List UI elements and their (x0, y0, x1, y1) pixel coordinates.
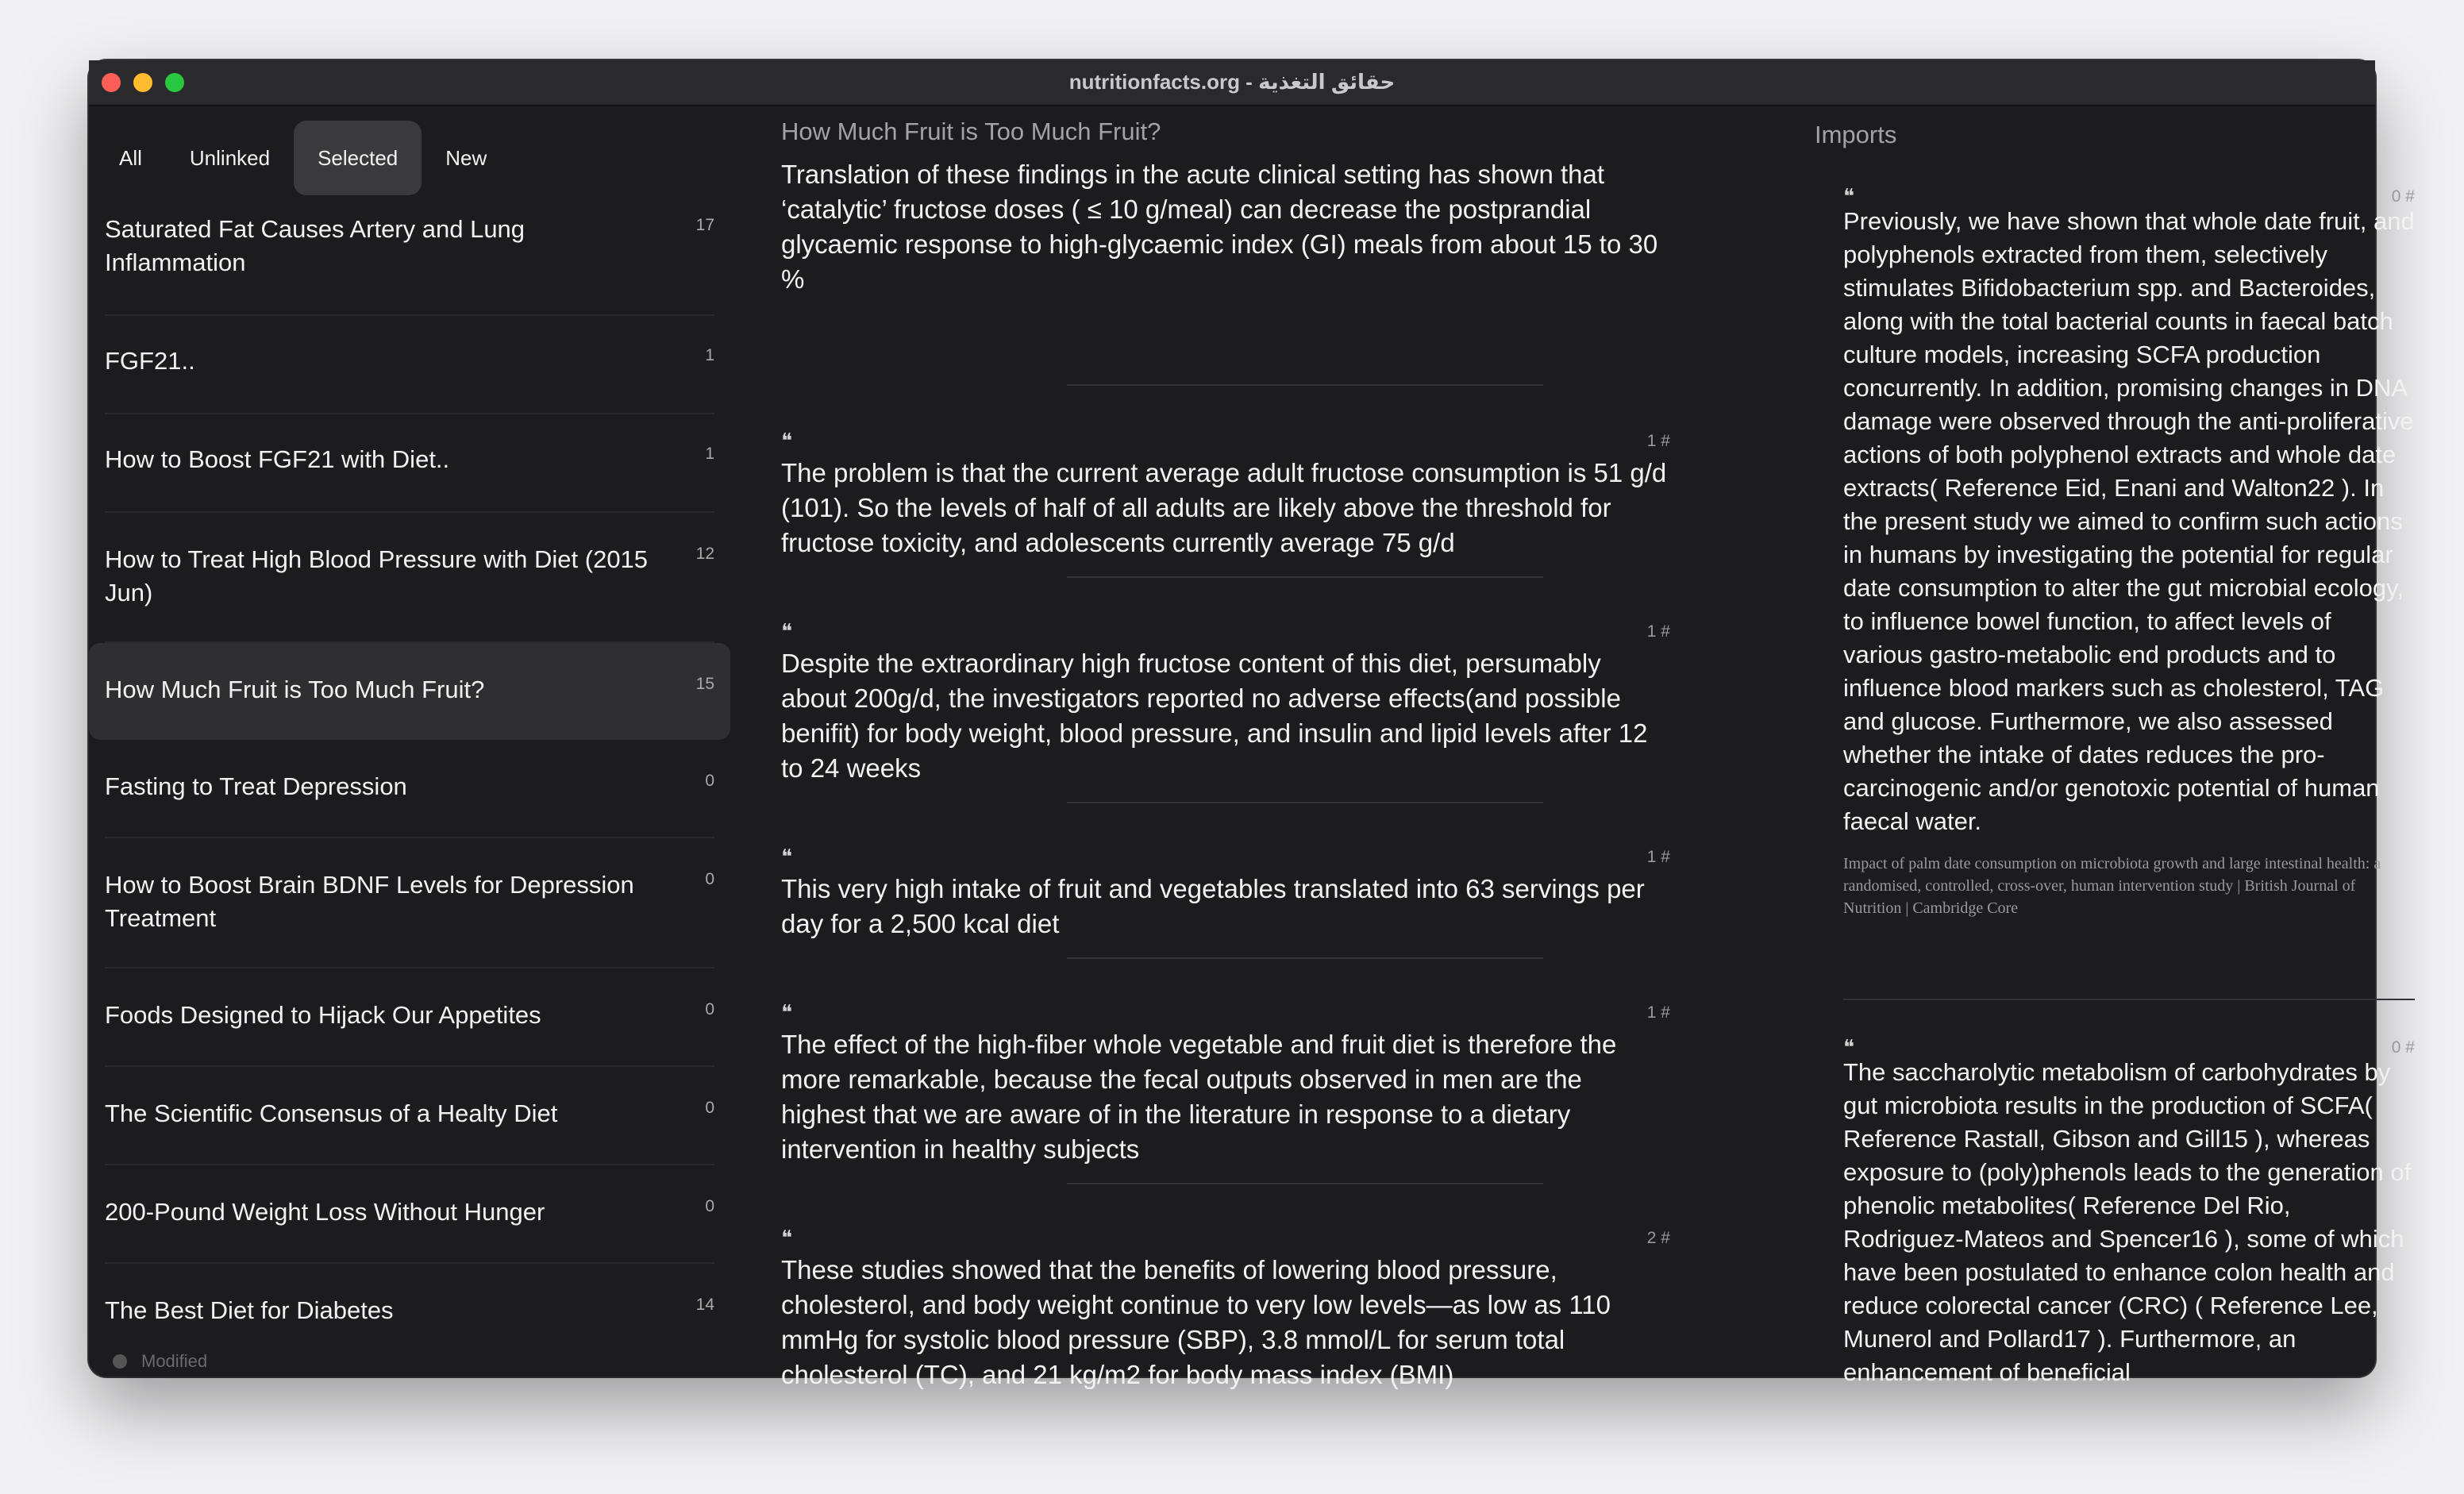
list-item-count: 1 (705, 445, 714, 463)
divider (1067, 957, 1543, 959)
quote-link-count: 2 # (1646, 1229, 1670, 1247)
list-item-count: 0 (705, 1099, 714, 1117)
list-item-title: Saturated Fat Causes Artery and Lung Inflammation (105, 215, 526, 276)
quote-mark-icon: ❝ (781, 429, 792, 452)
import-card[interactable] (1843, 1035, 2415, 1389)
list-item-count: 14 (695, 1296, 714, 1314)
quote-link-count: 1 # (1646, 432, 1670, 450)
article-list (89, 208, 730, 1343)
list-item-count: 0 (705, 1197, 714, 1215)
quote-mark-icon: ❝ (781, 845, 792, 868)
tab-unlinked[interactable]: Unlinked (189, 146, 271, 170)
sidebar (89, 106, 730, 1377)
quote-text: The problem is that the current average adult fructose consumption is 51 g/d (101). So the levels of half of all adults are likely above the threshold for fructose toxicity, and adolescents currently average 75 g/d (781, 458, 1667, 557)
quote-mark-icon: ❝ (781, 1226, 792, 1249)
status-bar (113, 1351, 207, 1372)
list-item-title: Fasting to Treat Depression (105, 772, 407, 800)
window-title: nutritionfacts.org - حقائق التغذية (1068, 70, 1396, 94)
list-item[interactable] (105, 414, 714, 513)
list-item[interactable] (105, 968, 714, 1067)
quote-card[interactable] (781, 1226, 1670, 1392)
imports-title: Imports (1815, 121, 1897, 148)
list-item-count: 0 (705, 772, 714, 790)
quote-mark-icon: ❝ (1843, 184, 1854, 208)
list-item-title: The Scientific Consensus of a Healty Diet (105, 1099, 558, 1127)
quote-mark-icon: ❝ (781, 619, 792, 643)
list-item[interactable] (105, 513, 714, 643)
quote-link-count: 1 # (1646, 1003, 1670, 1022)
quote-text: This very high intake of fruit and vegetables translated into 63 servings per day for a 2,500 kcal diet (781, 874, 1645, 938)
list-item[interactable] (105, 316, 714, 414)
quotes-panel (772, 106, 1756, 1389)
list-item-count: 0 (705, 1000, 714, 1018)
list-item-count: 15 (695, 675, 714, 693)
list-item-selected[interactable] (89, 643, 730, 740)
status-dot-icon (113, 1354, 127, 1369)
import-source[interactable]: Impact of palm date consumption on microbiota growth and large intestinal health: a randomised, controlled, cross-over, human intervention study | British Journal of Nutrition | Cambridge Core (1843, 855, 2381, 917)
list-item[interactable] (105, 838, 714, 968)
imports-panel (1724, 106, 2415, 1386)
list-item[interactable] (105, 1165, 714, 1264)
quote-link-count: 1 # (1646, 848, 1670, 866)
status-text: Modified (141, 1351, 208, 1371)
quote-text: Translation of these findings in the acute clinical setting has shown that ‘catalytic’ fructose doses ( ≤ 10 g/meal) can decrease the postprandial glycaemic response to high-glycaemic index (GI) meals from about 15 to 30 % (781, 160, 1658, 294)
quote-text: These studies showed that the benefits of lowering blood pressure, cholesterol, and body weight continue to very low levels—as low as 110 mmHg for systolic blood pressure (SBP), 3.8 mmol/L for serum total cholesterol (TC), and 21 kg/m2 for body mass index (BMI) (781, 1255, 1611, 1389)
import-text: Previously, we have shown that whole date fruit, and polyphenols extracted from them, selectively stimulates Bifidobacterium spp. and Bacteroides, along with the total bacterial counts in faecal batch culture models, increasing SCFA production concurrently. In addition, promising changes in DNA damage were observed through the anti-proliferative actions of both polyphenol extracts and whole date extracts( Reference Eid, Enani and Walton22 ). In the present study we aimed to confirm such actions in humans by investigating the potential for regular date consumption to alter the gut microbial ecology, to influence bowel function, to affect levels of various gastro-metabolic end products and to influence blood markers such as cholesterol, TAG and glucose. Furthermore, we also assessed whether the intake of dates reduces the pro-carcinogenic and/or genotoxic potential of human faecal water. (1843, 207, 2415, 835)
tab-new[interactable]: New (445, 146, 487, 170)
list-item-title: How to Treat High Blood Pressure with Diet (2015 Jun) (105, 545, 649, 606)
list-item-title: Foods Designed to Hijack Our Appetites (105, 1001, 541, 1029)
tab-all[interactable]: All (119, 146, 142, 170)
divider (1067, 802, 1543, 803)
list-item-title: FGF21.. (105, 347, 195, 375)
quote-card[interactable] (781, 1000, 1670, 1167)
quote-text: Despite the extraordinary high fructose content of this diet, persumably about 200g/d, the investigators reported no adverse effects(and possible benifit) for body weight, blood pressure, and insulin and lipid levels after 12 to 24 weeks (781, 649, 1648, 783)
quote-card[interactable] (781, 619, 1670, 786)
list-item-title: How to Boost FGF21 with Diet.. (105, 445, 450, 473)
list-item-title: The Best Diet for Diabetes (105, 1296, 394, 1324)
title-bar (89, 60, 2375, 106)
quote-card[interactable] (781, 845, 1670, 941)
intro-quote[interactable] (781, 157, 1670, 297)
quote-text: The effect of the high-fiber whole vegetable and fruit diet is therefore the more remarkable, because the fecal outputs observed in men are the highest that we are aware of in the literature in response to a dietary intervention in healthy subjects (781, 1030, 1617, 1164)
divider (1843, 999, 2415, 1000)
article-title: How Much Fruit is Too Much Fruit? (781, 117, 1161, 145)
import-link-count: 0 # (2391, 187, 2415, 206)
import-text: The saccharolytic metabolism of carbohydrates by gut microbiota results in the production of SCFA( Reference Rastall, Gibson and Gill15 ), whereas exposure to (poly)phenols leads to the generation of phenolic metabolites( Reference Del Rio, Rodriguez-Mateos and Spencer16 ), some of which have been postulated to enhance colon health and reduce colorectal cancer (CRC) ( Reference Lee, Munerol and Pollard17 ). Furthermore, an enhancement of beneficial (1843, 1058, 2412, 1386)
list-item[interactable] (105, 1264, 714, 1343)
quote-card[interactable] (781, 429, 1670, 560)
list-item-title: How Much Fruit is Too Much Fruit? (105, 676, 485, 703)
divider (1067, 384, 1543, 386)
quote-mark-icon: ❝ (781, 1000, 792, 1024)
divider (1067, 1183, 1543, 1184)
divider (1067, 576, 1543, 578)
list-item-count: 17 (695, 216, 714, 234)
import-link-count: 0 # (2391, 1038, 2415, 1057)
list-item[interactable] (105, 208, 714, 316)
list-item[interactable] (105, 1067, 714, 1165)
list-item-count: 0 (705, 870, 714, 888)
list-item-count: 12 (695, 545, 714, 563)
list-item-count: 1 (705, 346, 714, 364)
list-item-title: 200-Pound Weight Loss Without Hunger (105, 1198, 545, 1226)
app-window (89, 60, 2415, 1389)
list-item[interactable] (105, 740, 714, 838)
tab-selected[interactable]: Selected (294, 121, 422, 195)
filter-tabs (95, 121, 510, 195)
import-card[interactable] (1843, 184, 2415, 919)
quote-mark-icon: ❝ (1843, 1035, 1854, 1059)
list-item-title: How to Boost Brain BDNF Levels for Depression Treatment (105, 871, 634, 932)
quote-link-count: 1 # (1646, 622, 1670, 641)
